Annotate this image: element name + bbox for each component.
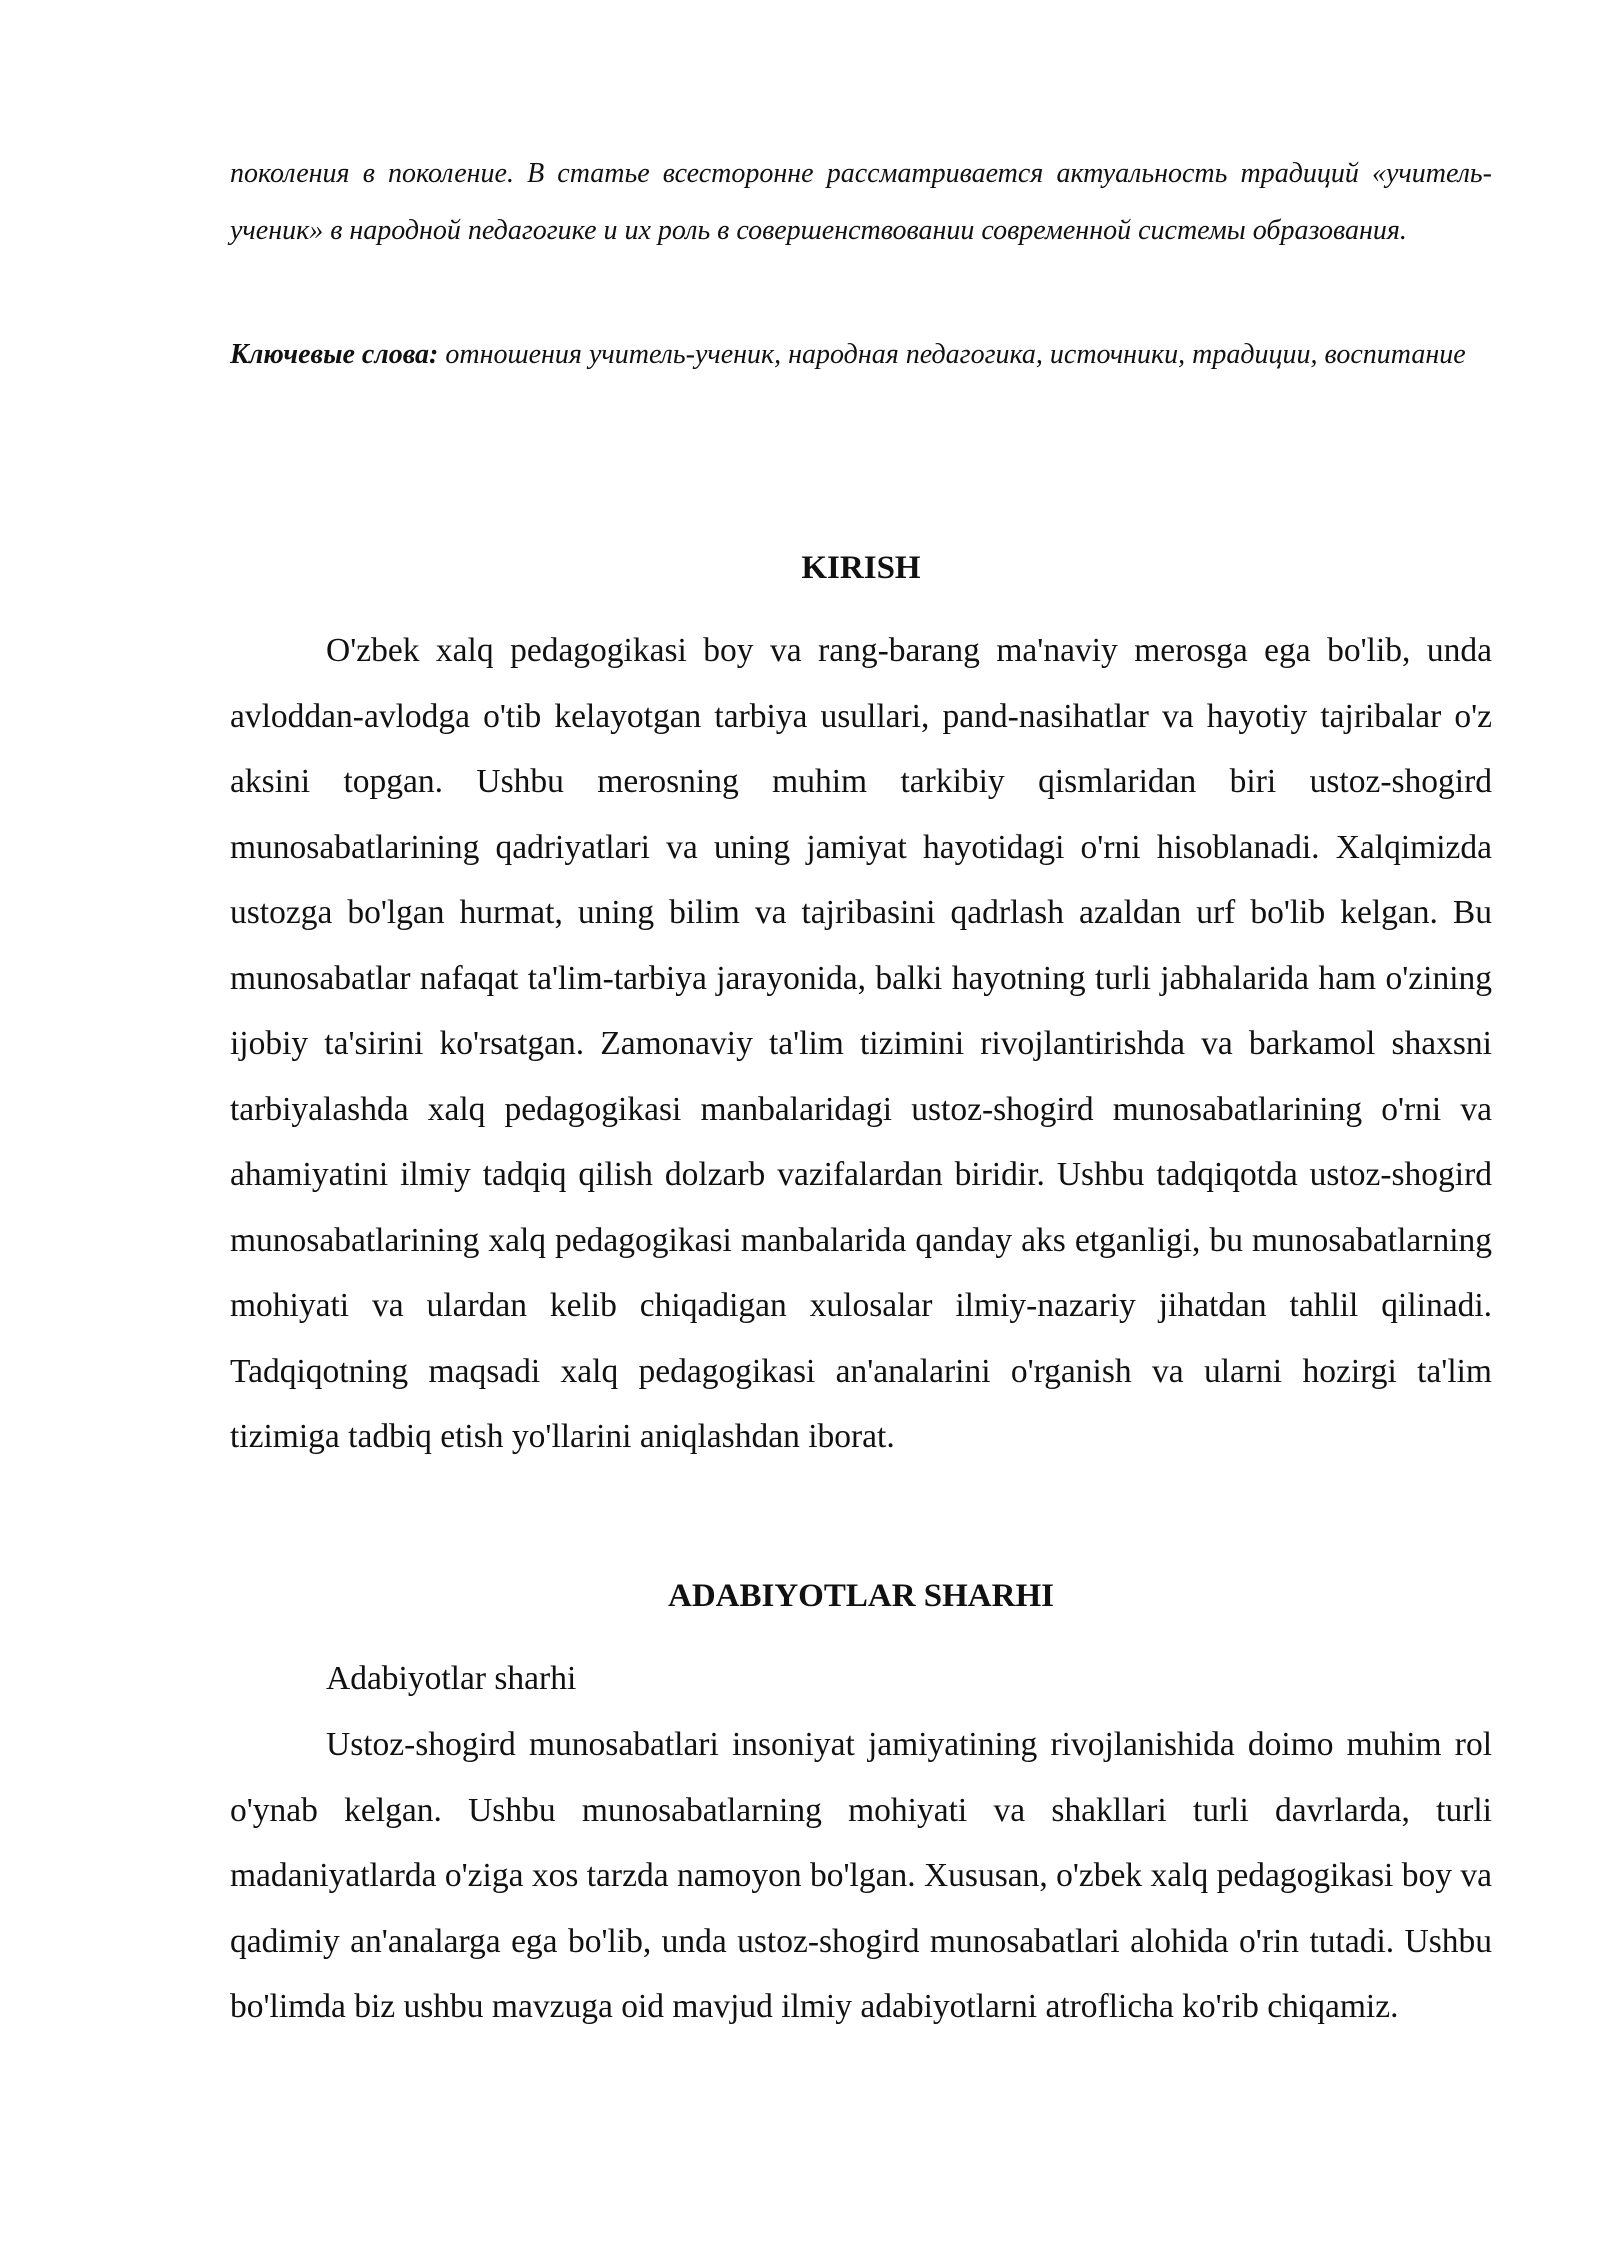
keywords-label: Ключевые слова: [230,339,439,370]
literature-subheading: Adabiyotlar sharhi [326,1660,577,1697]
keywords-text: отношения учитель-ученик, народная педагогика, источники, традиции, воспитание [438,339,1466,370]
abstract-text: поколения в поколение. В статье всесторонне рассматривается актуальность традиций «учитель-ученик» в народной педагогике и их роль в совершенствовании современной системы образования. [230,158,1492,246]
intro-paragraph: O'zbek xalq pedagogikasi boy va rang-barang ma'naviy merosga ega bo'lib, unda avloddan-avlodga o'tib kelayotgan tarbiya usullari, pand-nasihatlar va hayotiy tajribalar o'z aksini topgan. Ushbu merosning muhim tarkibiy qismlaridan biri ustoz-shogird munosabatlarining qadriyatlari va uning jamiyat hayotidagi o'rni hisoblanadi. Xalqimizda ustozga bo'lgan hurmat, uning bilim va tajribasini qadrlash azaldan urf bo'lib kelgan. Bu munosabatlar nafaqat ta'lim-tarbiya jarayonida, balki hayotning turli jabhalarida ham o'zining ijobiy ta'sirini ko'rsatgan. Zamonaviy ta'lim tizimini rivojlantirishda va barkamol shaxsni tarbiyalashda xalq pedagogikasi manbalaridagi ustoz-shogird munosabatlarining o'rni va ahamiyatini ilmiy tadqiq qilish dolzarb vazifalardan biridir. Ushbu tadqiqotda ustoz-shogird munosabatlarining xalq pedagogikasi manbalarida qanday aks etganligi, bu munosabatlarning mohiyati va ulardan kelib chiqadigan xulosalar ilmiy-nazariy jihatdan tahlil qilinadi. Tadqiqotning maqsadi xalq pedagogikasi an'analarini o'rganish va ularni hozirgi ta'lim tizimiga tadbiq etish yo'llarini aniqlashdan iborat. [230,632,1492,1455]
section-heading-kirish: KIRISH [801,550,921,586]
keywords-line [230,326,1492,383]
literature-paragraph: Ustoz-shogird munosabatlari insoniyat jamiyatining rivojlanishida doimo muhim rol o'ynab kelgan. Ushbu munosabatlarning mohiyati va shakllari turli davrlarda, turli madaniyatlarda o'ziga xos tarzda namoyon bo'lgan. Xususan, o'zbek xalq pedagogikasi boy va qadimiy an'analarga ega bo'lib, unda ustoz-shogird munosabatlari alohida o'rin tutadi. Ushbu bo'limda biz ushbu mavzuga oid mavjud ilmiy adabiyotlarni atroflicha ko'rib chiqamiz. [230,1726,1492,2025]
section-heading-literature-review: ADABIYOTLAR SHARHI [668,1578,1054,1614]
